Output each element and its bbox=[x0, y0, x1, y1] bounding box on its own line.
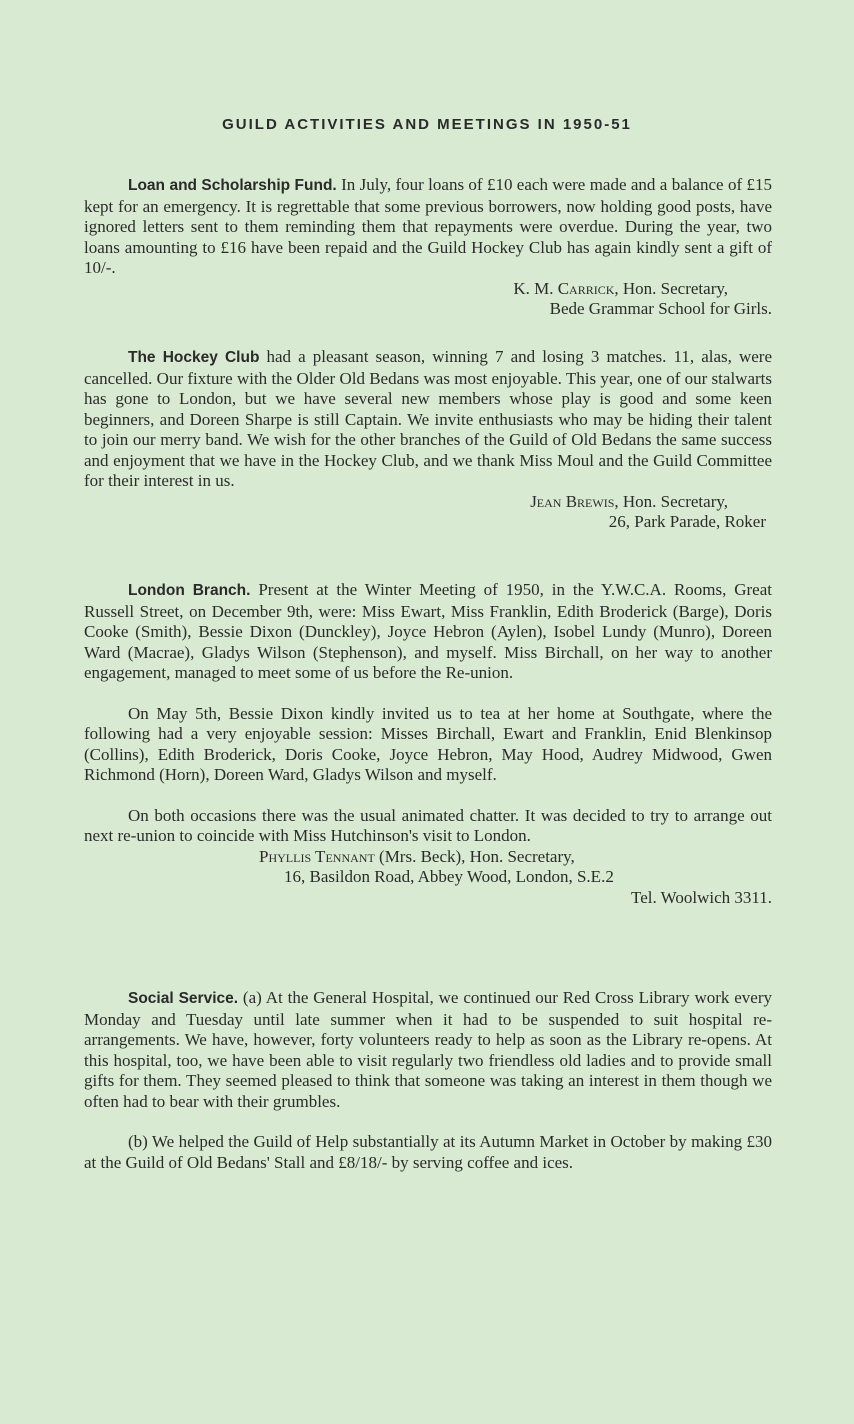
london-text-1: Present at the Winter Meeting of 1950, in the Y.W.C.A. Rooms, Great Russell Street, on December 9th, were: Miss Ewart, Miss Franklin, Edith Broderick (Barge), Doris Cooke (Smith), Bessie Dixon (Dunckley), Joyce Hebron (Aylen), Isobel Lundy (Munro), Doreen Ward (Macrae), Gladys Wilson (Stephenson), and myself. Miss Birchall, on her way to another engagement, managed to meet some of us before the Re-union. bbox=[84, 580, 772, 682]
loan-sig-address: Bede Grammar School for Girls. bbox=[549, 299, 772, 318]
loan-signature-line2 bbox=[84, 299, 772, 320]
hockey-heading: The Hockey Club bbox=[128, 349, 260, 366]
london-signature bbox=[84, 847, 772, 868]
loan-text: In July, four loans of £10 each were made and a balance of £15 kept for an emergency. It is regrettable that some previous borrowers, now holding good posts, have ignored letters sent to them reminding them that repayments were overdue. During the year, two loans amounting to £16 have been repaid and the Guild Hockey Club has again kindly sent a gift of 10/-. bbox=[84, 175, 772, 277]
london-sig-role: (Mrs. Beck), Hon. Secretary, bbox=[374, 846, 575, 866]
london-sig-name: Phyllis Tennant bbox=[259, 846, 375, 866]
london-signature-line2 bbox=[84, 867, 772, 888]
loan-sig-role: , Hon. Secretary, bbox=[614, 278, 728, 298]
social-paragraph-1 bbox=[84, 988, 772, 1112]
social-heading: Social Service. bbox=[128, 990, 239, 1007]
hockey-sig-address: 26, Park Parade, Roker bbox=[608, 512, 766, 531]
hockey-signature bbox=[84, 492, 772, 513]
london-sig-phone: Tel. Woolwich 3311. bbox=[631, 887, 772, 907]
social-text-1: (a) At the General Hospital, we continued our Red Cross Library work every Monday and Tuesday until late summer when it had to be suspended to suit hospital re-arrangements. We have, however, forty volunteers ready to help as soon as the Library re-opens. At this hospital, too, we have been able to visit regularly two friendless old ladies and to provide small gifts for them. They seemed pleased to think that someone was taking an interest in them though we often had to bear with their grumbles. bbox=[84, 988, 773, 1111]
london-sig-address: 16, Basildon Road, Abbey Wood, London, S.E.2 bbox=[284, 867, 614, 886]
section-loan-fund bbox=[84, 175, 772, 320]
section-hockey-club bbox=[84, 347, 772, 533]
london-heading: London Branch. bbox=[128, 582, 251, 599]
london-paragraph-2: On May 5th, Bessie Dixon kindly invited us to tea at her home at Southgate, where the following had a very enjoyable session: Misses Birchall, Ewart and Franklin, Enid Blenkinsop (Collins), Edith Broderick, Doris Cooke, Joyce Hebron, May Hood, Audrey Midwood, Gwen Richmond (Horn), Doreen Ward, Gladys Wilson and myself. bbox=[84, 703, 772, 784]
loan-sig-name: K. M. Carrick bbox=[513, 278, 615, 298]
hockey-paragraph bbox=[84, 347, 772, 492]
section-social-service bbox=[84, 988, 772, 1173]
social-paragraph-2: (b) We helped the Guild of Help substantially at its Autumn Market in October by making £30 at the Guild of Old Bedans' Stall and £8/18/- by serving coffee and ices. bbox=[84, 1132, 772, 1172]
page-title: GUILD ACTIVITIES AND MEETINGS IN 1950-51 bbox=[222, 116, 632, 133]
section-london-branch bbox=[84, 580, 772, 908]
hockey-sig-name: Jean Brewis bbox=[530, 491, 615, 511]
loan-paragraph bbox=[84, 175, 772, 279]
london-paragraph-1 bbox=[84, 580, 772, 684]
london-signature-line3 bbox=[84, 888, 772, 909]
hockey-sig-role: , Hon. Secretary, bbox=[614, 491, 728, 511]
loan-signature bbox=[84, 279, 772, 300]
hockey-signature-line2 bbox=[84, 512, 772, 533]
hockey-text: had a pleasant season, winning 7 and losing 3 matches. 11, alas, were cancelled. Our fixture with the Older Old Bedans was most enjoyable. This year, one of our stalwarts has gone to London, but we have several new members whose play is good and some keen beginners, and Doreen Sharpe is still Captain. We invite enthusiasts who may be hiding their talent to join our merry band. We wish for the other branches of the Guild of Old Bedans the same success and enjoyment that we have in the Hockey Club, and we thank Miss Moul and the Guild Committee for their interest in us. bbox=[84, 347, 773, 490]
loan-heading: Loan and Scholarship Fund. bbox=[128, 177, 337, 194]
london-paragraph-3: On both occasions there was the usual animated chatter. It was decided to try to arrange out next re-union to coincide with Miss Hutchinson's visit to London. bbox=[84, 805, 772, 845]
